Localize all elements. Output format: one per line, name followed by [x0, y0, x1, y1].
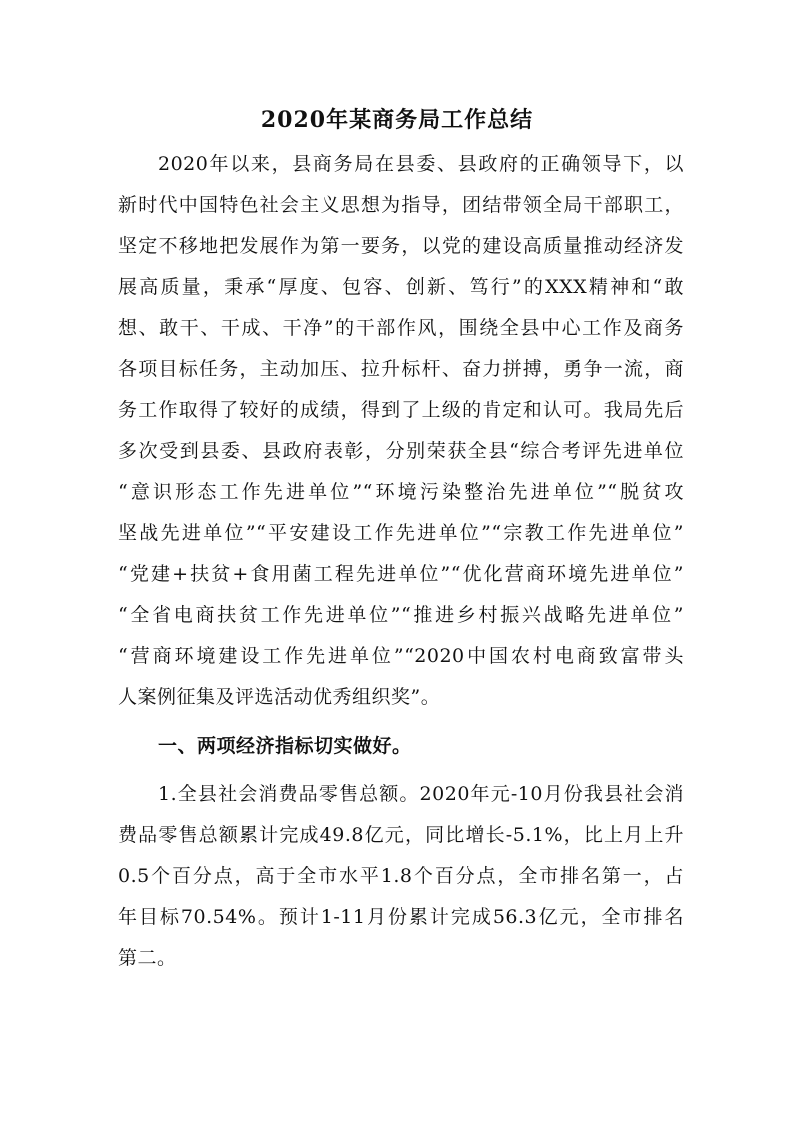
paragraph-line: 新时代中国特色社会主义思想为指导，团结带领全局干部职工， — [118, 194, 684, 216]
paragraph-line: 想、敢干、干成、干净”的干部作风，围绕全县中心工作及商务 — [118, 317, 684, 339]
paragraph-line: 多次受到县委、县政府表彰，分别荣获全县“综合考评先进单位 — [118, 440, 684, 462]
paragraph-line: 展高质量，秉承“厚度、包容、创新、笃行”的XXX精神和“敢 — [118, 276, 684, 298]
paragraph-line: 坚战先进单位”“平安建设工作先进单位”“宗教工作先进单位” — [118, 522, 684, 544]
paragraph-line: “党建+扶贫+食用菌工程先进单位”“优化营商环境先进单位” — [118, 563, 684, 585]
paragraph-line: 2020年以来，县商务局在县委、县政府的正确领导下，以 — [158, 153, 684, 175]
paragraph-line: 年目标70.54%。预计1-11月份累计完成56.3亿元，全市排名 — [118, 906, 684, 928]
paragraph-line: 1.全县社会消费品零售总额。2020年元-10月份我县社会消 — [158, 783, 684, 805]
paragraph-line: “全省电商扶贫工作先进单位”“推进乡村振兴战略先进单位” — [118, 604, 684, 626]
document-title: 2020年某商务局工作总结 — [260, 107, 534, 133]
paragraph-line: 0.5个百分点，高于全市水平1.8个百分点，全市排名第一，占 — [118, 865, 684, 887]
paragraph-line: “意识形态工作先进单位”“环境污染整治先进单位”“脱贫攻 — [118, 481, 684, 503]
paragraph-line: “营商环境建设工作先进单位”“2020中国农村电商致富带头 — [118, 645, 684, 667]
paragraph-line: 费品零售总额累计完成49.8亿元，同比增长-5.1%，比上月上升 — [118, 824, 684, 846]
paragraph-line: 坚定不移地把发展作为第一要务，以党的建设高质量推动经济发 — [118, 235, 684, 257]
section-heading: 一、两项经济指标切实做好。 — [158, 735, 412, 757]
paragraph-line: 第二。 — [118, 947, 177, 969]
paragraph-line: 人案例征集及评选活动优秀组织奖”。 — [118, 686, 441, 708]
paragraph-line: 务工作取得了较好的成绩，得到了上级的肯定和认可。我局先后 — [118, 399, 684, 421]
paragraph-line: 各项目标任务，主动加压、拉升标杆、奋力拼搏，勇争一流，商 — [118, 358, 684, 380]
